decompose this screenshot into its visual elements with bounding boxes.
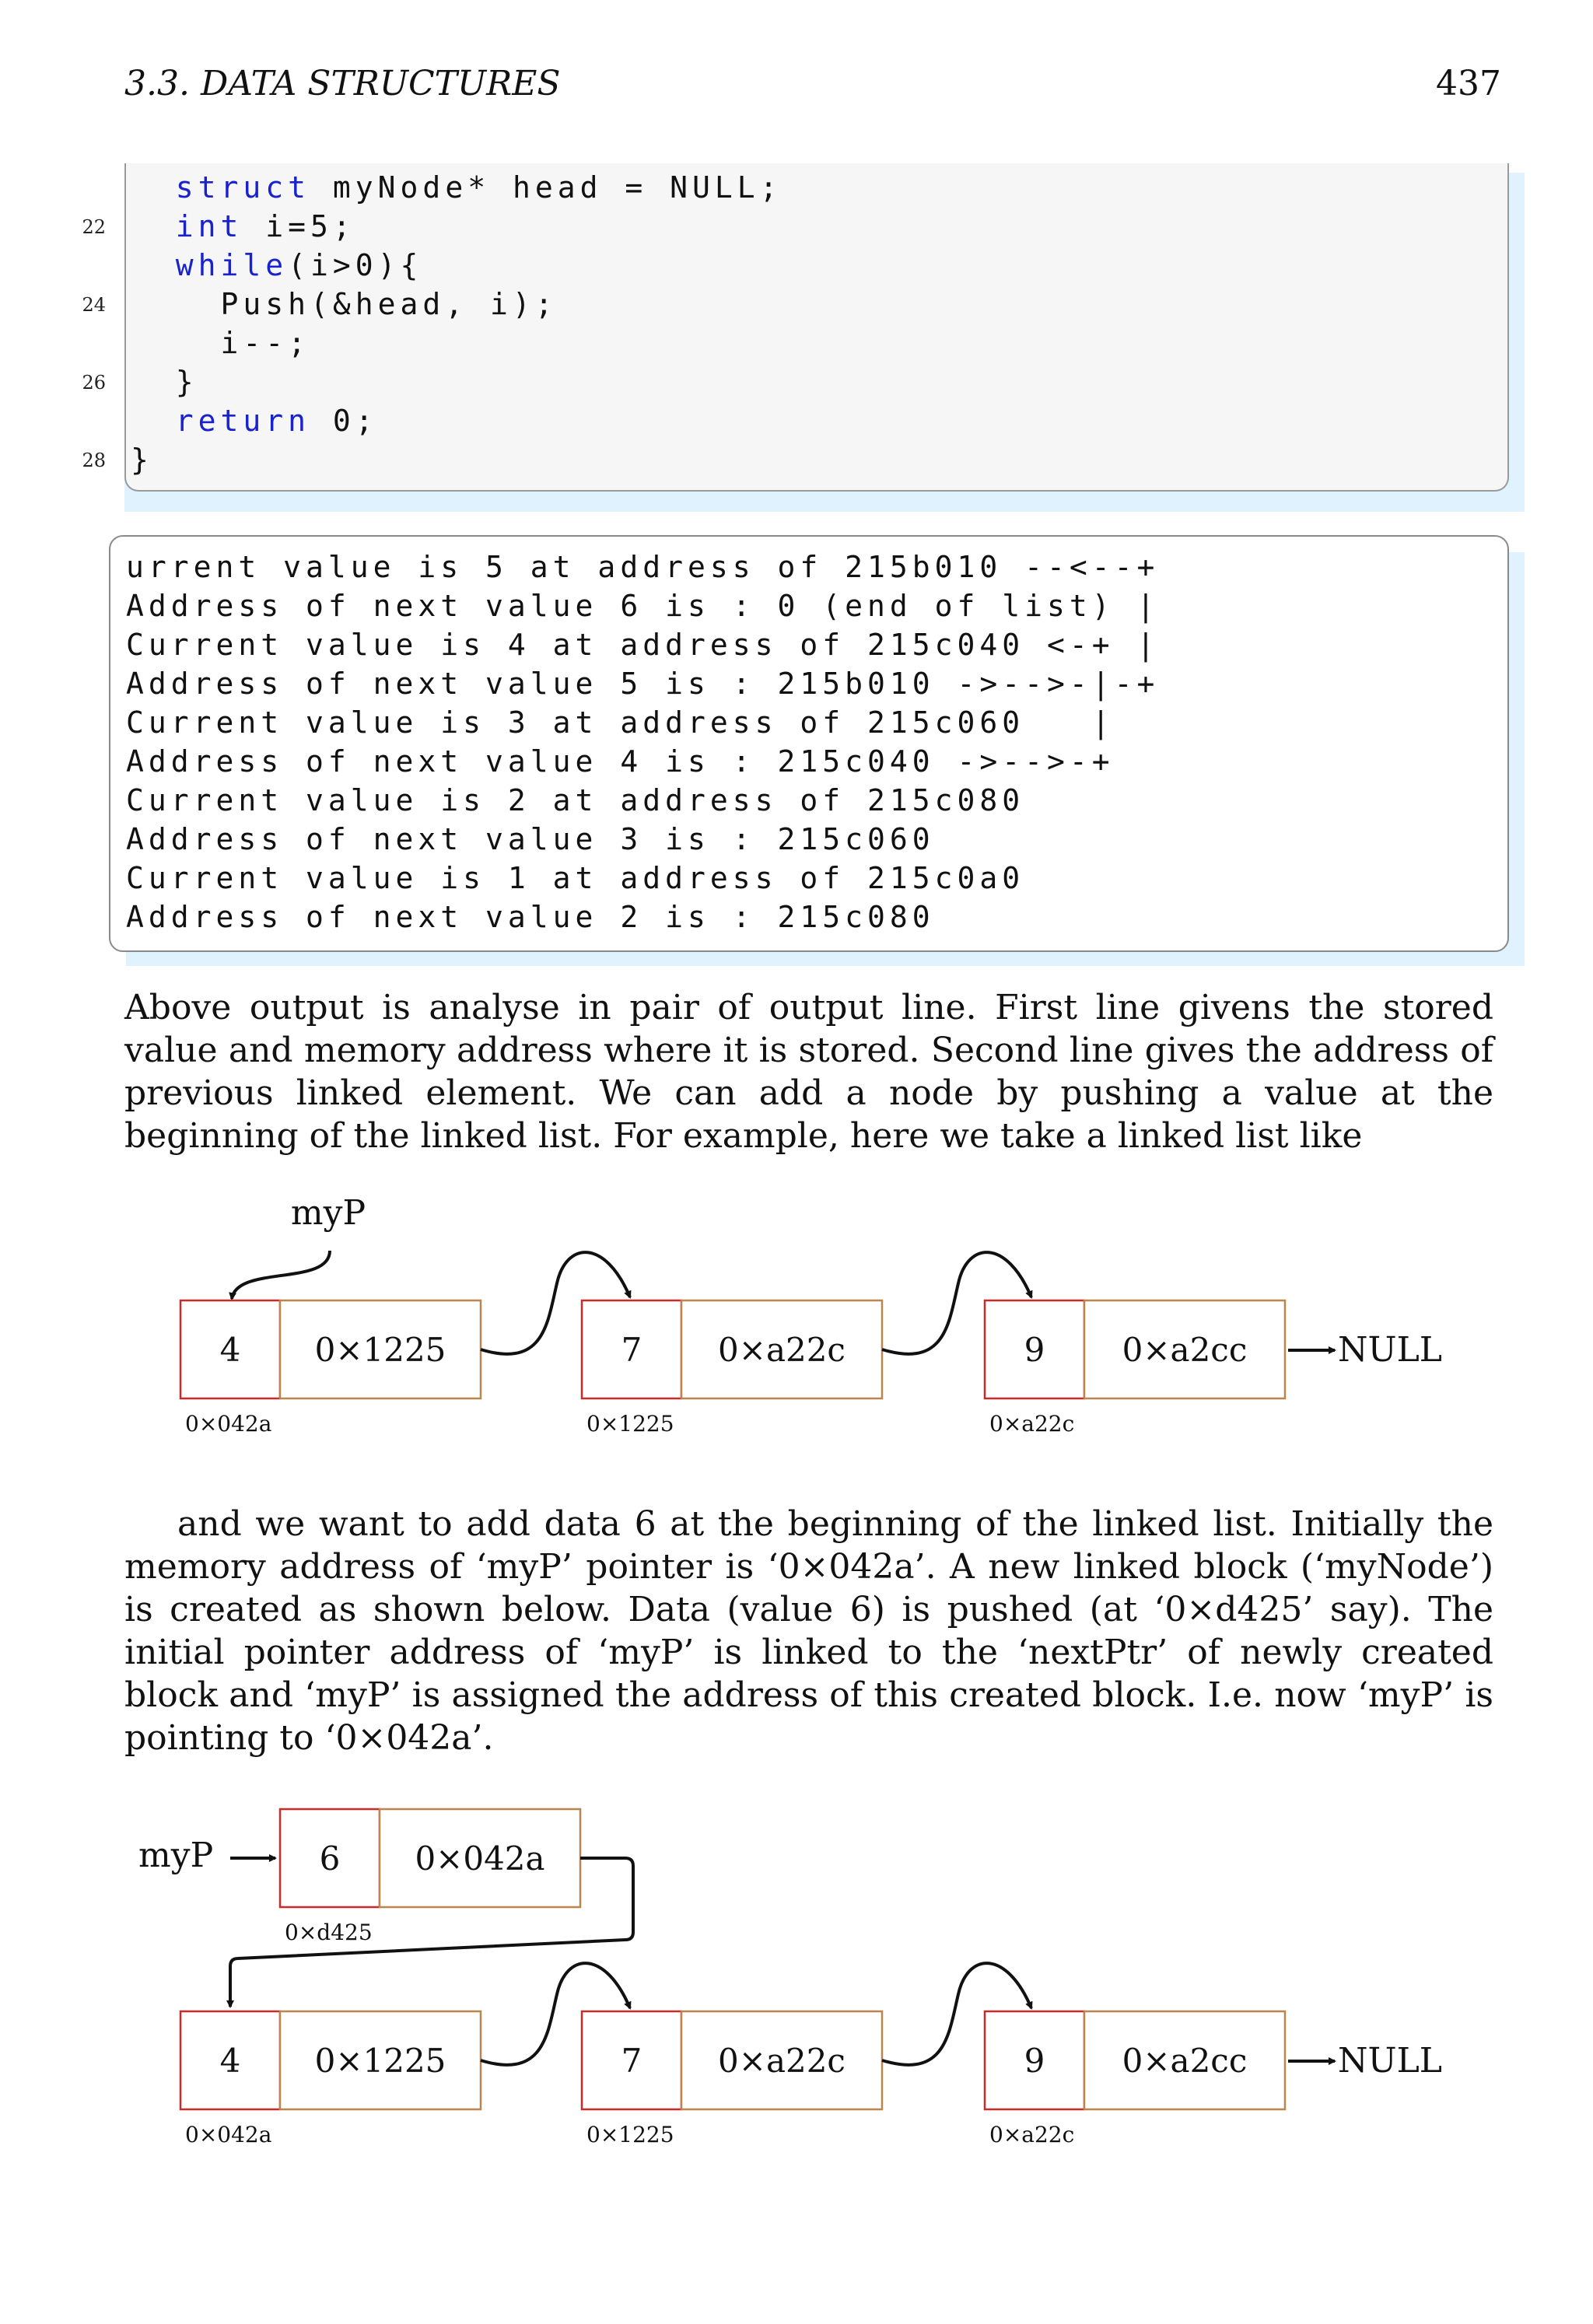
null-label: NULL xyxy=(1338,2041,1443,2081)
output-line: Current value is 4 at address of 215c040 <-+ | xyxy=(126,628,1160,662)
list-node xyxy=(582,1300,882,1437)
code-text: } xyxy=(131,443,153,477)
line-number: 26 xyxy=(82,372,106,394)
node-next-address: 0×a2cc xyxy=(1122,2042,1248,2080)
pointer-label-myp: myP xyxy=(138,1836,214,1875)
code-text: 0; xyxy=(310,404,378,438)
node-value: 6 xyxy=(319,1839,341,1878)
code-text: Push(&head, i); xyxy=(220,287,558,321)
code-line xyxy=(131,401,378,440)
linked-list-diagram-initial xyxy=(0,1182,1593,1462)
list-node xyxy=(180,2011,481,2147)
code-indent xyxy=(131,287,221,321)
output-line: Address of next value 6 is : 0 (end of list) | xyxy=(126,589,1160,623)
node-address: 0×a22c xyxy=(989,2122,1075,2147)
output-line: urrent value is 5 at address of 215b010 --<--+ xyxy=(126,550,1160,584)
output-line: Current value is 1 at address of 215c0a0 xyxy=(126,861,1025,895)
code-indent xyxy=(131,209,176,243)
code-line xyxy=(131,440,153,479)
code-indent xyxy=(131,248,176,282)
running-header: 3.3. DATA STRUCTURES xyxy=(124,64,561,103)
node-next-address: 0×1225 xyxy=(314,1331,446,1369)
pointer-label-myp: myP xyxy=(290,1193,366,1233)
node-address: 0×042a xyxy=(185,2122,272,2147)
code-keyword: int xyxy=(175,209,243,243)
node-next-address: 0×a22c xyxy=(718,2042,846,2080)
node-value: 9 xyxy=(1024,2042,1045,2080)
code-line xyxy=(131,246,422,285)
linked-list-diagram-after-push xyxy=(0,1789,1593,2178)
code-keyword: struct xyxy=(175,170,311,205)
node-address: 0×1225 xyxy=(586,1411,674,1437)
code-text: } xyxy=(175,365,198,399)
node-address: 0×042a xyxy=(185,1411,272,1437)
line-number: 22 xyxy=(82,216,106,238)
node-address: 0×a22c xyxy=(989,1411,1075,1437)
node-next-address: 0×042a xyxy=(415,1839,545,1878)
list-node xyxy=(180,1300,481,1437)
code-text: myNode* head = NULL; xyxy=(310,170,782,205)
code-indent xyxy=(131,404,176,438)
code-line xyxy=(131,285,558,324)
line-number: 28 xyxy=(82,450,106,471)
paragraph-push-explanation: and we want to add data 6 at the beginning of the linked list. Initially the memory address of ‘myP’ pointer is ‘0×042a’. A new linked block (‘myNode’) is created as shown below. Data (value 6) is pushed (at ‘0×d425’ say). The initial pointer address of ‘myP’ is linked to the ‘nextPtr’ of newly created block and ‘myP’ is assigned the address of this created block. I.e. now ‘myP’ is pointing to ‘0×042a’. xyxy=(124,1504,1493,1758)
node-value: 7 xyxy=(621,2042,642,2080)
code-line xyxy=(131,168,782,207)
output-line: Address of next value 3 is : 215c060 xyxy=(126,822,935,856)
node-next-address: 0×1225 xyxy=(314,2042,446,2080)
paragraph-output-analysis: Above output is analyse in pair of output line. First line givens the stored value and memory address where it is stored. Second line gives the address of previous linked element. We can add a node by pushing a value at the beginning of the linked list. For example, here we take a linked list like xyxy=(124,988,1493,1156)
output-line: Address of next value 4 is : 215c040 ->-->-+ xyxy=(126,744,1115,779)
node-value: 7 xyxy=(621,1331,642,1369)
node-value: 4 xyxy=(219,1331,241,1369)
null-label: NULL xyxy=(1338,1330,1443,1370)
code-text: i--; xyxy=(220,326,311,360)
code-indent xyxy=(131,170,176,205)
node-next-address: 0×a2cc xyxy=(1122,1331,1248,1369)
line-number: 24 xyxy=(82,294,106,316)
node-value: 9 xyxy=(1024,1331,1045,1369)
code-keyword: return xyxy=(175,404,311,438)
code-line xyxy=(131,362,198,401)
code-indent xyxy=(131,365,176,399)
node-next-address: 0×a22c xyxy=(718,1331,846,1369)
code-keyword: while xyxy=(175,248,289,282)
code-line xyxy=(131,324,310,362)
new-node xyxy=(280,1809,580,1945)
node-address: 0×d425 xyxy=(285,1920,373,1945)
code-indent xyxy=(131,326,221,360)
node-address: 0×1225 xyxy=(586,2122,674,2147)
code-line xyxy=(131,207,355,246)
page-number: 437 xyxy=(1436,64,1501,103)
pointer-arrow xyxy=(232,1251,330,1299)
code-text: (i>0){ xyxy=(288,248,423,282)
output-line: Address of next value 5 is : 215b010 ->-->-|-+ xyxy=(126,667,1160,701)
output-line: Current value is 2 at address of 215c080 xyxy=(126,783,1025,817)
node-value: 4 xyxy=(219,2042,241,2080)
list-node xyxy=(582,2011,882,2147)
output-line: Current value is 3 at address of 215c060 | xyxy=(126,705,1115,740)
code-text: i=5; xyxy=(243,209,355,243)
output-line: Address of next value 2 is : 215c080 xyxy=(126,900,935,934)
list-node xyxy=(985,2011,1285,2147)
list-node xyxy=(985,1300,1285,1437)
